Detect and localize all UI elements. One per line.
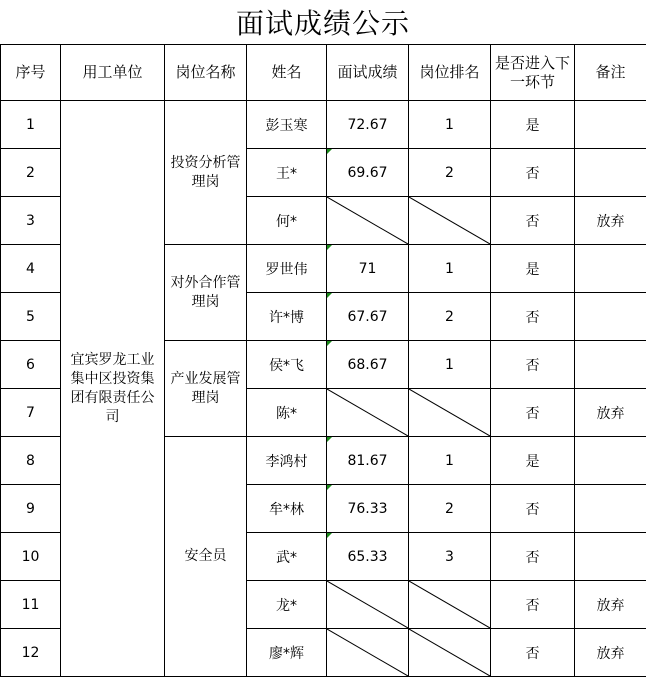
cell-remark: 放弃 (575, 389, 646, 437)
cell-seq: 7 (1, 389, 61, 437)
cell-next: 否 (491, 149, 575, 197)
cell-rank: 1 (409, 437, 491, 485)
cell-name: 廖*辉 (247, 629, 327, 677)
cell-score: 72.67 (327, 101, 409, 149)
cell-remark (575, 245, 646, 293)
cell-rank: 1 (409, 245, 491, 293)
table-row (1, 101, 646, 149)
cell-score-value: 76.33 (347, 500, 388, 517)
cell-marker (327, 149, 332, 154)
cell-score (327, 437, 409, 485)
cell-next: 是 (491, 437, 575, 485)
cell-remark (575, 485, 646, 533)
cell-next: 否 (491, 485, 575, 533)
cell-position-1: 投资分析管理岗 (165, 101, 247, 245)
cell-seq: 4 (1, 245, 61, 293)
cell-seq: 8 (1, 437, 61, 485)
cell-next: 否 (491, 389, 575, 437)
cell-seq: 5 (1, 293, 61, 341)
header-seq: 序号 (1, 45, 61, 101)
cell-name: 陈* (247, 389, 327, 437)
cell-score (327, 149, 409, 197)
cell-rank: 2 (409, 149, 491, 197)
cell-remark (575, 149, 646, 197)
cell-name: 李鸿村 (247, 437, 327, 485)
cell-score-value: 81.67 (347, 452, 388, 469)
cell-rank-void (409, 389, 491, 437)
cell-next: 否 (491, 341, 575, 389)
cell-remark (575, 293, 646, 341)
cell-remark (575, 437, 646, 485)
cell-marker (327, 485, 332, 490)
cell-seq: 11 (1, 581, 61, 629)
cell-next: 否 (491, 197, 575, 245)
cell-remark: 放弃 (575, 581, 646, 629)
cell-seq: 9 (1, 485, 61, 533)
cell-rank: 2 (409, 293, 491, 341)
header-next: 是否进入下一环节 (491, 45, 575, 101)
cell-marker (327, 293, 332, 298)
cell-score-value: 67.67 (347, 308, 388, 325)
cell-position-4: 安全员 (165, 437, 247, 677)
cell-position-2: 对外合作管理岗 (165, 245, 247, 341)
cell-next: 是 (491, 245, 575, 293)
cell-name: 牟*林 (247, 485, 327, 533)
cell-marker (327, 341, 332, 346)
cell-score (327, 245, 409, 293)
cell-seq: 6 (1, 341, 61, 389)
cell-name: 王* (247, 149, 327, 197)
cell-rank: 1 (409, 101, 491, 149)
header-unit: 用工单位 (61, 45, 165, 101)
cell-next: 否 (491, 293, 575, 341)
cell-score-void (327, 629, 409, 677)
cell-rank-void (409, 581, 491, 629)
cell-name: 罗世伟 (247, 245, 327, 293)
cell-rank: 2 (409, 485, 491, 533)
cell-remark: 放弃 (575, 197, 646, 245)
cell-rank: 1 (409, 341, 491, 389)
cell-name: 龙* (247, 581, 327, 629)
cell-marker (327, 245, 332, 250)
header-rank: 岗位排名 (409, 45, 491, 101)
header-row (1, 45, 646, 101)
cell-score (327, 293, 409, 341)
cell-marker (327, 533, 332, 538)
cell-score (327, 341, 409, 389)
cell-remark (575, 341, 646, 389)
cell-score-value: 65.33 (347, 548, 388, 565)
cell-score (327, 533, 409, 581)
header-remark: 备注 (575, 45, 646, 101)
cell-score-void (327, 197, 409, 245)
cell-name: 武* (247, 533, 327, 581)
cell-score-void (327, 581, 409, 629)
cell-seq: 1 (1, 101, 61, 149)
cell-rank-void (409, 629, 491, 677)
cell-unit: 宜宾罗龙工业集中区投资集团有限责任公司 (61, 101, 165, 677)
cell-next: 是 (491, 101, 575, 149)
cell-rank: 3 (409, 533, 491, 581)
cell-score-value: 68.67 (347, 356, 388, 373)
cell-score-value: 71 (358, 260, 377, 277)
cell-remark (575, 533, 646, 581)
header-score: 面试成绩 (327, 45, 409, 101)
cell-score-value: 69.67 (347, 164, 388, 181)
cell-position-3: 产业发展管理岗 (165, 341, 247, 437)
cell-seq: 10 (1, 533, 61, 581)
cell-score (327, 485, 409, 533)
page-title: 面试成绩公示 (235, 7, 410, 40)
cell-remark (575, 101, 646, 149)
header-name: 姓名 (247, 45, 327, 101)
cell-rank-void (409, 197, 491, 245)
cell-name: 彭玉寒 (247, 101, 327, 149)
cell-next: 否 (491, 629, 575, 677)
cell-name: 何* (247, 197, 327, 245)
results-table (0, 44, 646, 677)
cell-seq: 12 (1, 629, 61, 677)
cell-seq: 2 (1, 149, 61, 197)
cell-next: 否 (491, 533, 575, 581)
header-position: 岗位名称 (165, 45, 247, 101)
cell-remark: 放弃 (575, 629, 646, 677)
cell-marker (327, 437, 332, 442)
cell-name: 侯*飞 (247, 341, 327, 389)
cell-score-void (327, 389, 409, 437)
cell-next: 否 (491, 581, 575, 629)
cell-seq: 3 (1, 197, 61, 245)
cell-name: 许*博 (247, 293, 327, 341)
